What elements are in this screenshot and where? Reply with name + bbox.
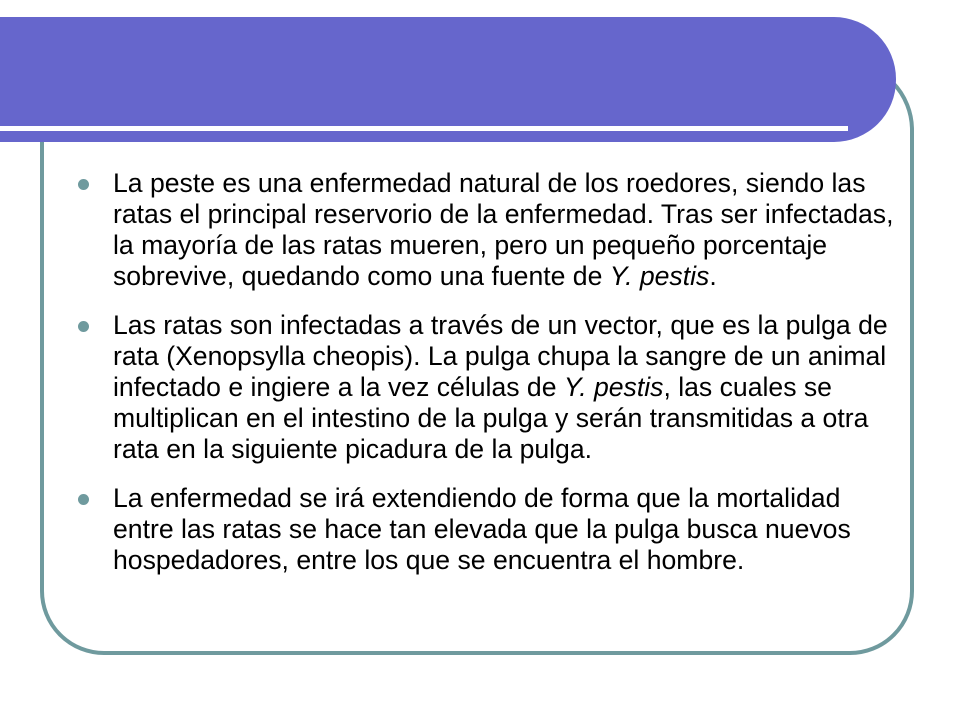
bullet-dot-icon	[78, 321, 89, 332]
bullet-text: Las ratas son infectadas a través de un vector, que es la pulga de rata (Xenopsylla cheopis). La pulga chupa la sangre de un animal infectado e ingiere a la vez células de Y. pestis, las cuales se multiplican en el intestino de la pulga y serán transmitidas a otra rata en la siguiente picadura de la pulga.	[113, 310, 888, 464]
bullet-list	[74, 168, 894, 594]
bullet-text: La peste es una enfermedad natural de los roedores, siendo las ratas el principal reservorio de la enfermedad. Tras ser infectadas, la mayoría de las ratas mueren, pero un pequeño porcentaje sobrevive, quedando como una fuente de Y. pestis.	[113, 168, 894, 291]
bullet-dot-icon	[78, 494, 89, 505]
slide-header-band	[0, 17, 896, 142]
bullet-dot-icon	[78, 179, 89, 190]
species-name: Y. pestis	[563, 372, 664, 402]
bullet-item	[74, 168, 894, 292]
bullet-item	[74, 310, 894, 465]
header-divider-line	[0, 126, 848, 131]
bullet-item	[74, 483, 894, 576]
bullet-text: La enfermedad se irá extendiendo de forma que la mortalidad entre las ratas se hace tan elevada que la pulga busca nuevos hospedadores, entre los que se encuentra el hombre.	[113, 483, 851, 575]
species-name: Y. pestis	[609, 261, 710, 291]
